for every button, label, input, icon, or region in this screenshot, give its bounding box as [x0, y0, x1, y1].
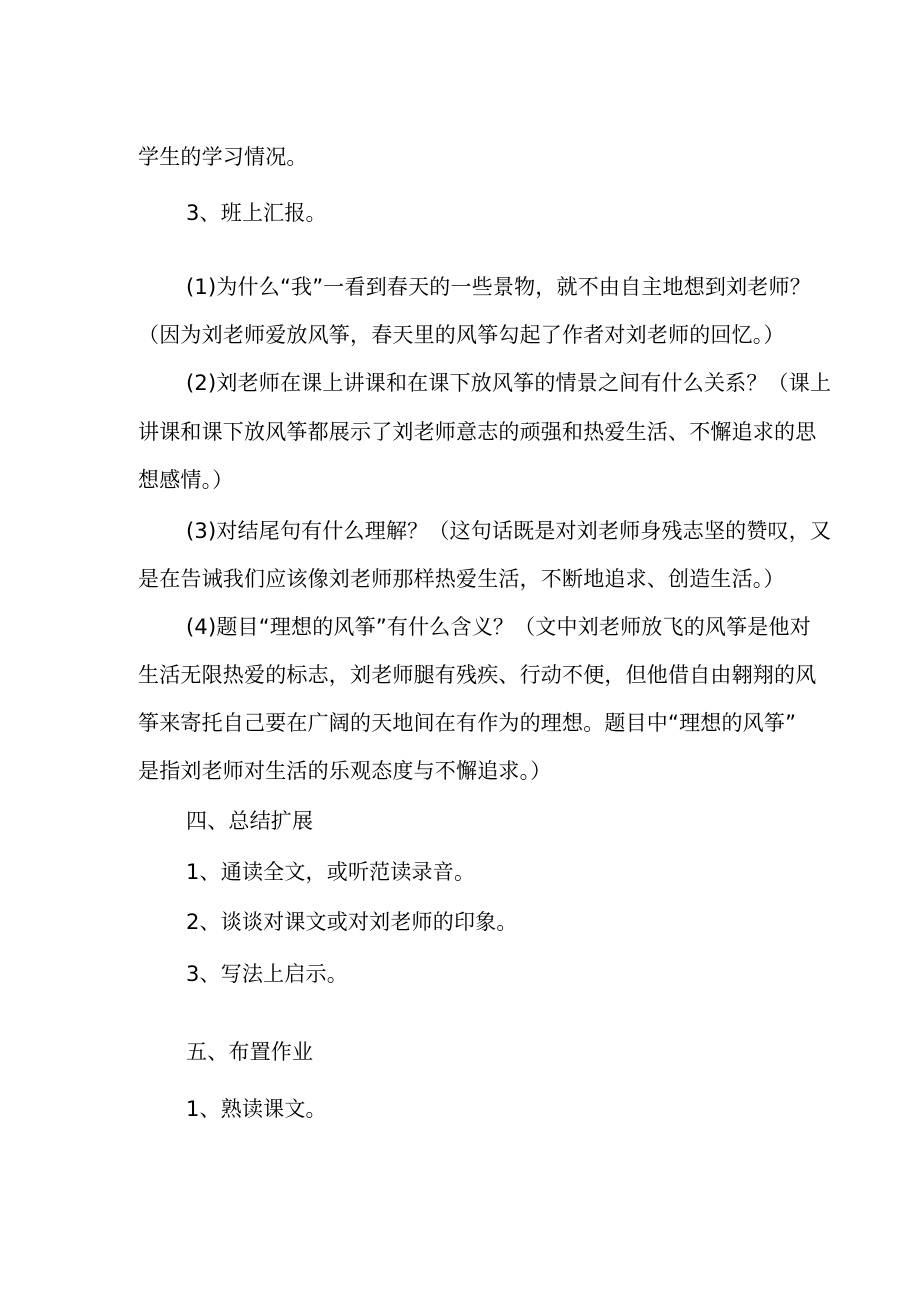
- question-1-line-1: (1)为什么“我”一看到春天的一些景物，就不由自主地想到刘老师？: [186, 275, 811, 299]
- question-1-line-2: （因为刘老师爱放风筝，春天里的风筝勾起了作者对刘老师的回忆。）: [138, 323, 785, 347]
- question-4-line-4: 是指刘老师对生活的乐观态度与不懈追求。）: [138, 759, 552, 783]
- summary-item-2: 2、谈谈对课文或对刘老师的印象。: [186, 910, 518, 934]
- summary-item-3: 3、写法上启示。: [186, 962, 348, 986]
- question-4-line-2: 生活无限热爱的标志，刘老师腿有残疾、行动不便，但他借自由翱翔的风: [138, 663, 817, 687]
- text-line-continuation: 学生的学习情况。: [138, 145, 308, 169]
- question-2-line-3: 想感情。）: [138, 468, 234, 492]
- question-2-line-1: (2)刘老师在课上讲课和在课下放风筝的情景之间有什么关系？（课上: [186, 371, 832, 395]
- question-4-line-1: (4)题目“理想的风筝”有什么含义？（文中刘老师放飞的风筝是他对: [186, 615, 811, 639]
- section-heading-homework: 五、布置作业: [186, 1040, 314, 1064]
- summary-item-1: 1、通读全文，或听范读录音。: [186, 860, 476, 884]
- homework-item-1: 1、熟读课文。: [186, 1097, 327, 1121]
- section-heading-summary: 四、总结扩展: [186, 809, 314, 833]
- question-4-line-3: 筝来寄托自己要在广阔的天地间在有作为的理想。题目中“理想的风筝”: [138, 711, 797, 735]
- question-3-line-1: (3)对结尾句有什么理解？（这句话既是对刘老师身残志坚的赞叹，又: [186, 519, 832, 543]
- question-2-line-2: 讲课和课下放风筝都展示了刘老师意志的顽强和热爱生活、不懈追求的思: [138, 420, 817, 444]
- question-3-line-2: 是在告诫我们应该像刘老师那样热爱生活，不断地追求、创造生活。）: [138, 567, 785, 591]
- text-line-item-3: 3、班上汇报。: [186, 201, 327, 225]
